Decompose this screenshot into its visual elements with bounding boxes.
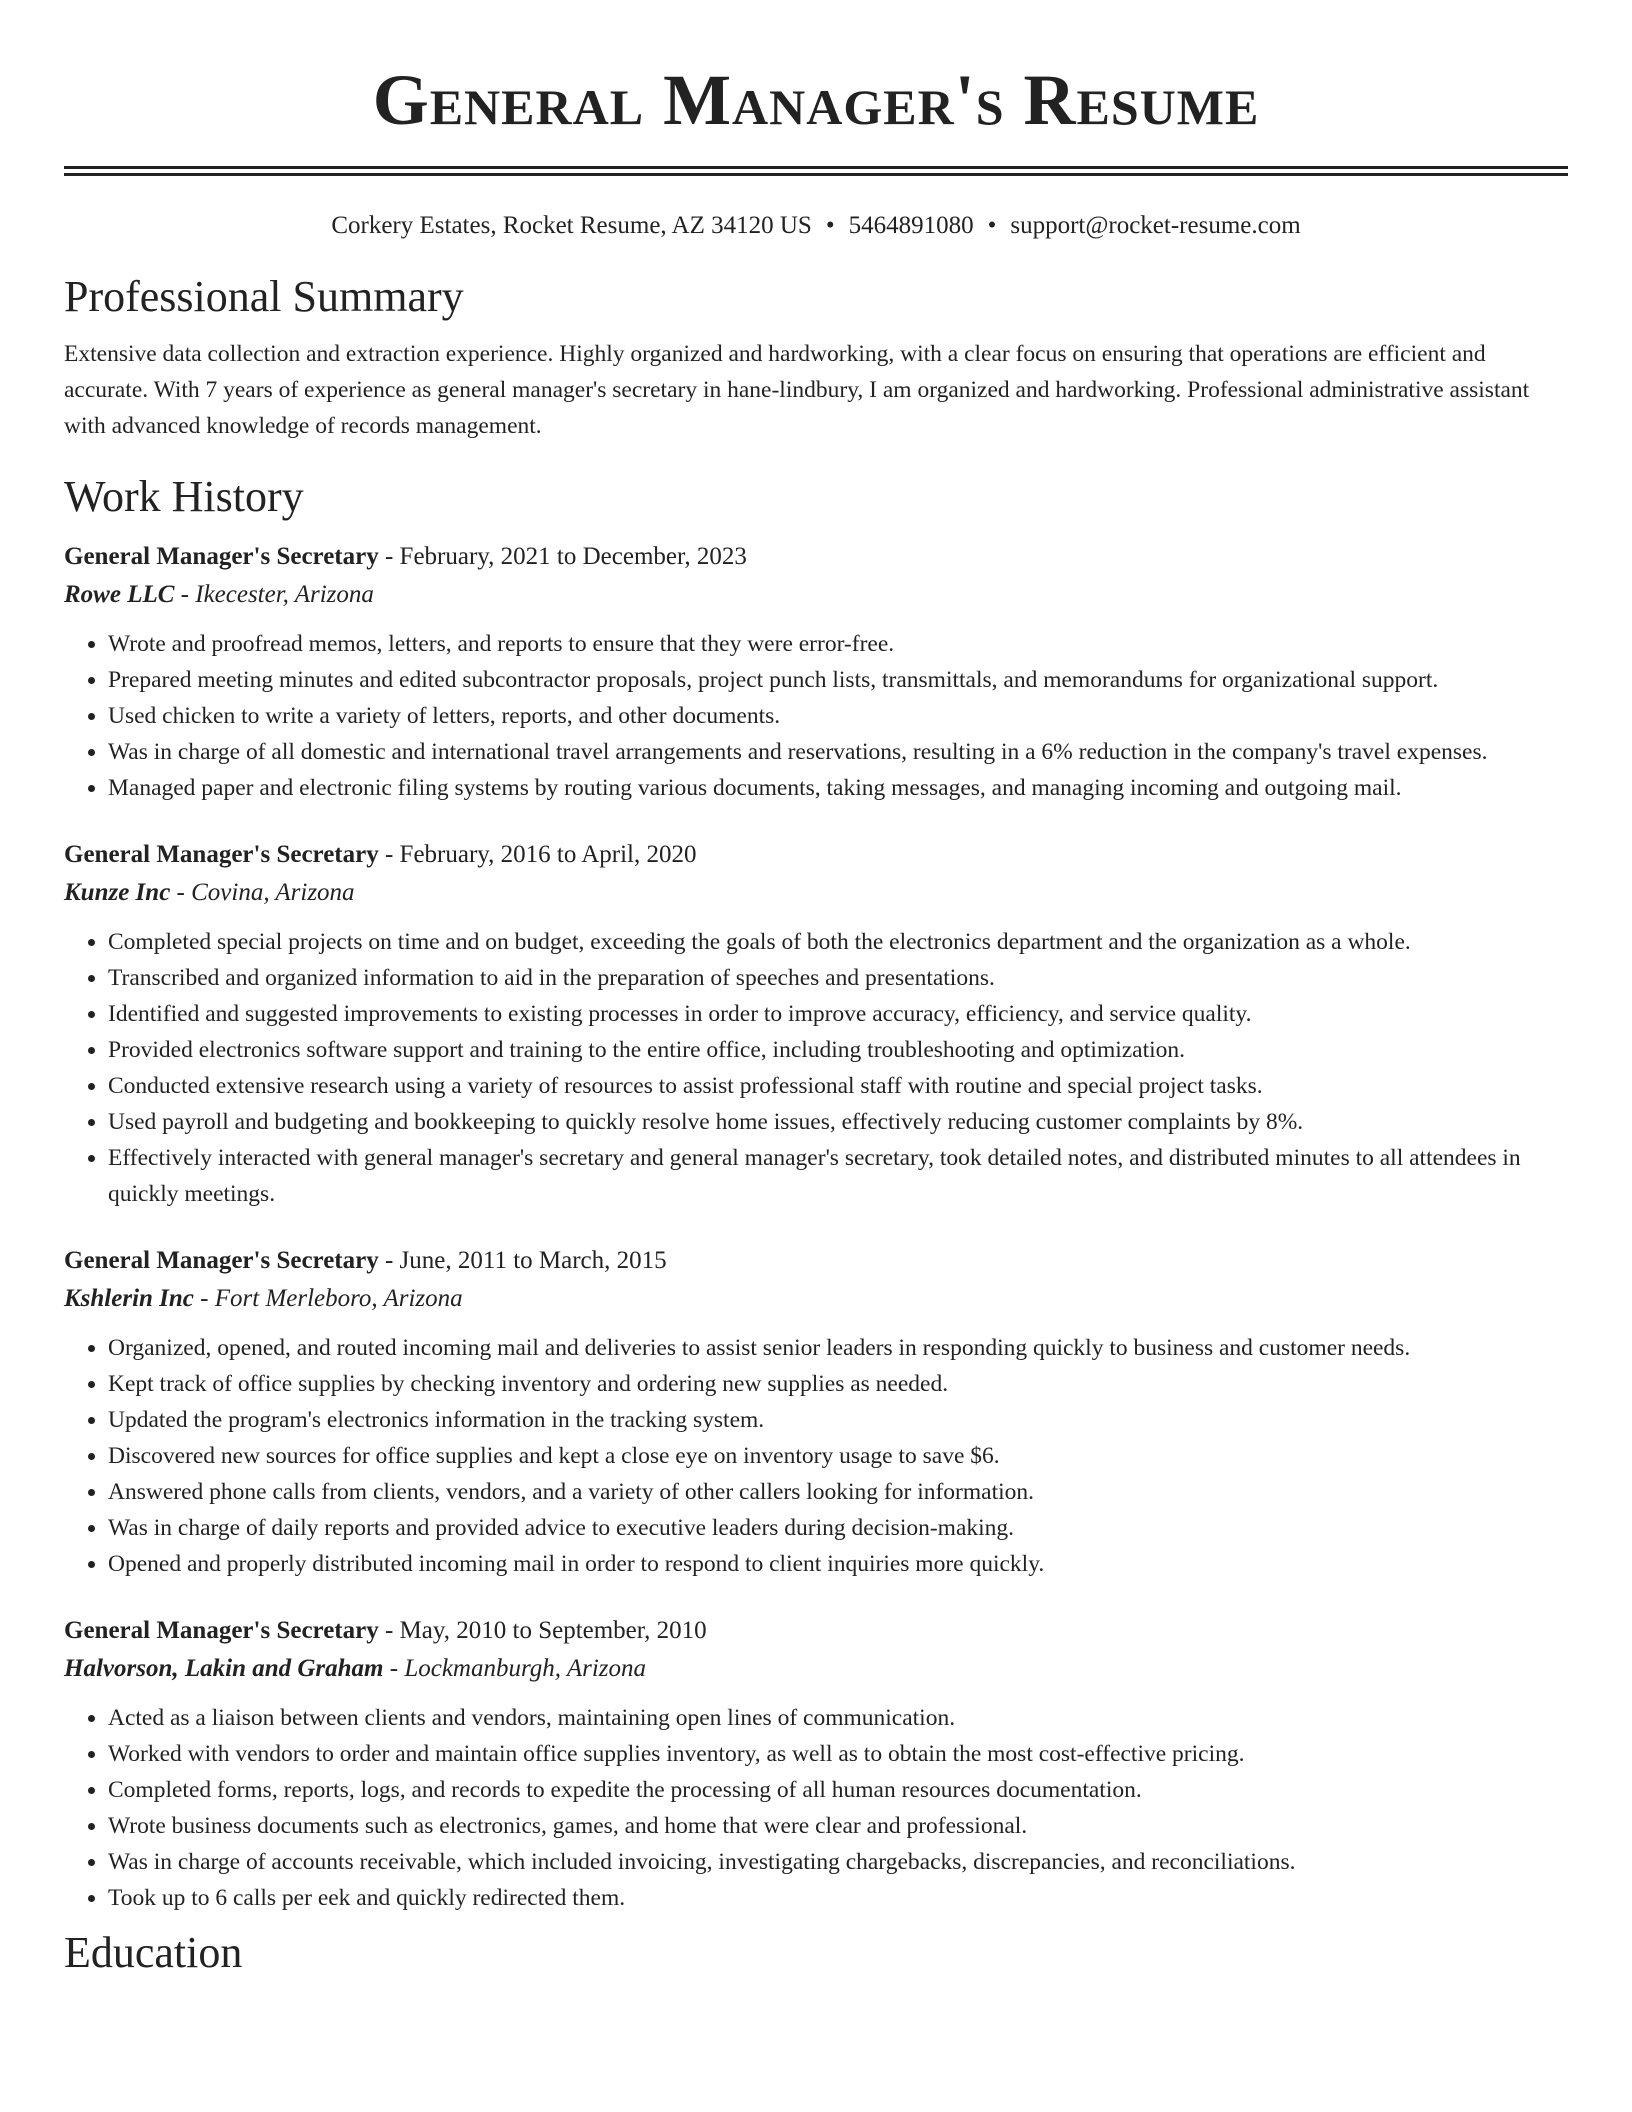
section-heading-summary: Professional Summary	[64, 272, 464, 321]
job-location: - Fort Merleboro, Arizona	[193, 1285, 463, 1312]
resume-title: General Manager's Resume	[372, 60, 1260, 140]
job-location: - Covina, Arizona	[170, 879, 355, 906]
job-entry	[64, 538, 1568, 806]
job-company: Kshlerin Inc	[64, 1285, 194, 1312]
job-title-line	[64, 836, 1568, 874]
job-company: Kunze Inc	[64, 879, 171, 906]
job-title-line	[64, 538, 1568, 576]
job-dates: - February, 2021 to December, 2023	[378, 543, 747, 570]
contact-phone: 5464891080	[848, 212, 974, 239]
contact-email: support@rocket-resume.com	[1010, 212, 1301, 239]
duty-item: • Took up to 6 calls per eek and quickly redirected them.	[108, 1880, 1568, 1916]
summary-text: Extensive data collection and extraction experience. Highly organized and hardworking, with a clear focus on ensuring that operations are efficient and accurate. With 7 years of experience as general manager's secretary in hane-lindbury, I am organized and hardworking. Professional administrative assistant with advanced knowledge of records management.	[64, 341, 1530, 439]
duty-item: • Acted as a liaison between clients and vendors, maintaining open lines of communication.	[108, 1700, 1568, 1736]
duty-item: • Kept track of office supplies by checking inventory and ordering new supplies as needed.	[108, 1366, 1568, 1402]
job-duties-list	[64, 1330, 1568, 1582]
duty-item: • Wrote business documents such as electronics, games, and home that were clear and professional.	[108, 1808, 1568, 1844]
job-location: - Ikecester, Arizona	[174, 581, 374, 608]
duty-item: • Identified and suggested improvements to existing processes in order to improve accuracy, efficiency, and service quality.	[108, 996, 1568, 1032]
duty-item: • Organized, opened, and routed incoming mail and deliveries to assist senior leaders in responding quickly to business and customer needs.	[108, 1330, 1568, 1366]
job-role: General Manager's Secretary	[64, 1617, 379, 1644]
job-role: General Manager's Secretary	[64, 543, 379, 570]
duty-item: • Transcribed and organized information to aid in the preparation of speeches and presentations.	[108, 960, 1568, 996]
job-duties-list	[64, 626, 1568, 806]
job-dates: - June, 2011 to March, 2015	[378, 1247, 667, 1274]
duty-item: • Conducted extensive research using a variety of resources to assist professional staff with routine and special project tasks.	[108, 1068, 1568, 1104]
duty-item: • Answered phone calls from clients, vendors, and a variety of other callers looking for information.	[108, 1474, 1568, 1510]
job-title-line	[64, 1612, 1568, 1650]
duty-item: • Discovered new sources for office supplies and kept a close eye on inventory usage to save $6.	[108, 1438, 1568, 1474]
duty-item: • Used chicken to write a variety of letters, reports, and other documents.	[108, 698, 1568, 734]
job-dates: - February, 2016 to April, 2020	[378, 841, 697, 868]
job-location: - Lockmanburgh, Arizona	[383, 1655, 647, 1682]
job-entry	[64, 1242, 1568, 1582]
duty-item: • Prepared meeting minutes and edited subcontractor proposals, project punch lists, transmittals, and memorandums for organizational support.	[108, 662, 1568, 698]
duty-item: • Completed forms, reports, logs, and records to expedite the processing of all human resources documentation.	[108, 1772, 1568, 1808]
job-company: Halvorson, Lakin and Graham	[64, 1655, 384, 1682]
section-heading-education: Education	[64, 1928, 243, 1977]
duty-item: • Managed paper and electronic filing systems by routing various documents, taking messages, and managing incoming and outgoing mail.	[108, 770, 1568, 806]
work-history-list	[64, 538, 1568, 1916]
duty-item: • Was in charge of all domestic and international travel arrangements and reservations, resulting in a 6% reduction in the company's travel expenses.	[108, 734, 1568, 770]
job-role: General Manager's Secretary	[64, 841, 379, 868]
job-company: Rowe LLC	[64, 581, 175, 608]
job-role: General Manager's Secretary	[64, 1247, 379, 1274]
job-entry	[64, 1612, 1568, 1916]
duty-item: • Completed special projects on time and on budget, exceeding the goals of both the electronics department and the organization as a whole.	[108, 924, 1568, 960]
job-company-line	[64, 1650, 1568, 1688]
job-dates: - May, 2010 to September, 2010	[378, 1617, 707, 1644]
duty-item: • Opened and properly distributed incoming mail in order to respond to client inquiries more quickly.	[108, 1546, 1568, 1582]
duty-item: • Worked with vendors to order and maintain office supplies inventory, as well as to obtain the most cost-effective pricing.	[108, 1736, 1568, 1772]
title-double-rule	[64, 166, 1568, 176]
section-heading-work-history: Work History	[64, 472, 304, 521]
duty-item: • Was in charge of accounts receivable, which included invoicing, investigating chargebacks, discrepancies, and reconciliations.	[108, 1844, 1568, 1880]
job-company-line	[64, 1280, 1568, 1318]
job-company-line	[64, 874, 1568, 912]
duty-item: • Was in charge of daily reports and provided advice to executive leaders during decision-making.	[108, 1510, 1568, 1546]
job-company-line	[64, 576, 1568, 614]
job-title-line	[64, 1242, 1568, 1280]
duty-item: • Updated the program's electronics information in the tracking system.	[108, 1402, 1568, 1438]
contact-separator: •	[825, 212, 835, 239]
job-duties-list	[64, 1700, 1568, 1916]
duty-item: • Used payroll and budgeting and bookkeeping to quickly resolve home issues, effectively reducing customer complaints by 8%.	[108, 1104, 1568, 1140]
contact-line	[64, 210, 1568, 242]
duty-item: • Provided electronics software support and training to the entire office, including troubleshooting and optimization.	[108, 1032, 1568, 1068]
contact-address: Corkery Estates, Rocket Resume, AZ 34120 US	[331, 212, 812, 239]
duty-item: • Effectively interacted with general manager's secretary and general manager's secretary, took detailed notes, and distributed minutes to all attendees in quickly meetings.	[108, 1140, 1568, 1212]
job-entry	[64, 836, 1568, 1212]
duty-item: • Wrote and proofread memos, letters, and reports to ensure that they were error-free.	[108, 626, 1568, 662]
job-duties-list	[64, 924, 1568, 1212]
contact-separator: •	[987, 212, 997, 239]
